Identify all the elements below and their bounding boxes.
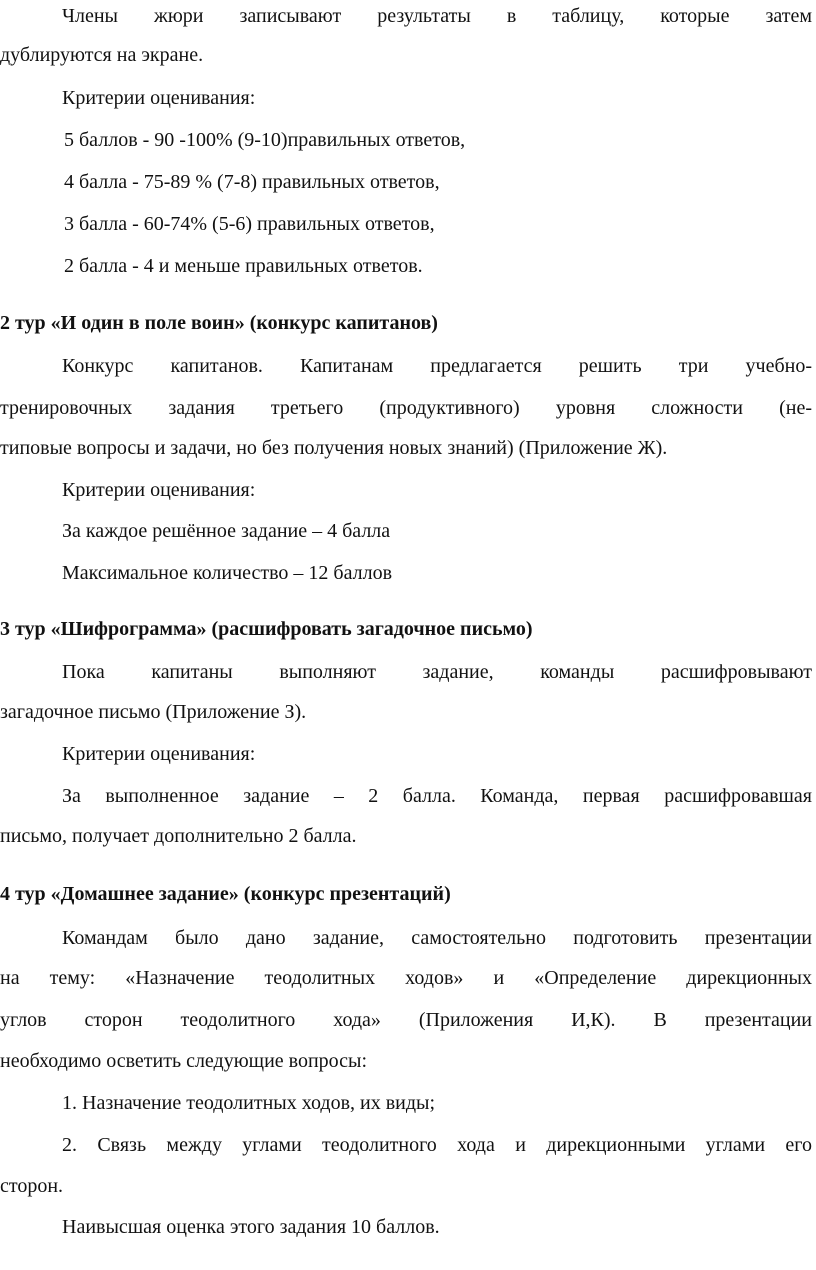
paragraph-line: Пока капитаны выполняют задание, команды расшифровывают (62, 661, 812, 683)
section-title-tour-3: 3 тур «Шифрограмма» (расшифровать загадочное письмо) (0, 618, 533, 640)
paragraph-line: на тему: «Назначение теодолитных ходов» и «Определение дирекционных (0, 967, 812, 989)
paragraph-line: загадочное письмо (Приложение З). (0, 701, 307, 723)
criteria-heading: Критерии оценивания: (62, 87, 256, 109)
paragraph-line: За выполненное задание – 2 балла. Команда, первая расшифровавшая (62, 785, 812, 807)
paragraph-line: Наивысшая оценка этого задания 10 баллов. (62, 1216, 440, 1238)
criteria-item: Максимальное количество – 12 баллов (62, 562, 393, 584)
paragraph-line: Конкурс капитанов. Капитанам предлагается решить три учебно- (62, 355, 812, 377)
section-title-tour-2: 2 тур «И один в поле воин» (конкурс капитанов) (0, 312, 438, 334)
paragraph-line: дублируются на экране. (0, 44, 204, 66)
paragraph-line: тренировочных задания третьего (продуктивного) уровня сложности (не- (0, 397, 812, 419)
list-item: 1. Назначение теодолитных ходов, их виды; (62, 1092, 436, 1114)
paragraph-line: сторон. (0, 1175, 64, 1197)
criteria-heading: Критерии оценивания: (62, 479, 256, 501)
criteria-item: 2 балла - 4 и меньше правильных ответов. (64, 255, 423, 277)
paragraph-line: письмо, получает дополнительно 2 балла. (0, 825, 357, 847)
paragraph-line: Члены жюри записывают результаты в таблицу, которые затем (62, 5, 812, 27)
paragraph-line: Командам было дано задание, самостоятельно подготовить презентации (62, 927, 812, 949)
criteria-heading: Критерии оценивания: (62, 743, 256, 765)
list-item: 2. Связь между углами теодолитного хода и дирекционными углами его (62, 1134, 812, 1156)
criteria-item: За каждое решённое задание – 4 балла (62, 520, 391, 542)
paragraph-line: углов сторон теодолитного хода» (Приложения И,К). В презентации (0, 1009, 812, 1031)
criteria-item: 5 баллов - 90 -100% (9-10)правильных ответов, (64, 129, 466, 151)
paragraph-line: типовые вопросы и задачи, но без получения новых знаний) (Приложение Ж). (0, 437, 668, 459)
paragraph-line: необходимо осветить следующие вопросы: (0, 1050, 368, 1072)
criteria-item: 3 балла - 60-74% (5-6) правильных ответов, (64, 213, 435, 235)
section-title-tour-4: 4 тур «Домашнее задание» (конкурс презентаций) (0, 883, 451, 905)
criteria-item: 4 балла - 75-89 % (7-8) правильных ответов, (64, 171, 440, 193)
